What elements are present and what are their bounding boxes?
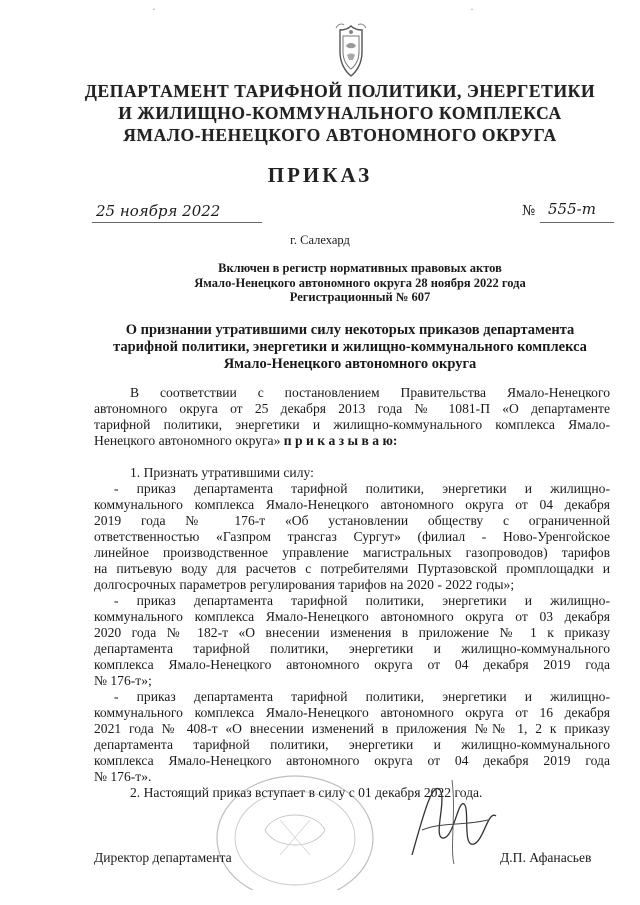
body-line: линейное производственное управление магистральных газопроводов) тарифов [94,545,610,560]
body-line: автономного округа от 25 декабря 2013 года № 1081-П «О департаменте [94,401,610,416]
body-line: департамента тарифной политики, энергетики и жилищно-коммунального [94,737,610,752]
body-line: долгосрочных параметров регулирования тарифов на 2020 - 2022 годы»; [94,577,515,592]
coat-of-arms-emblem [328,22,374,80]
order-subject [80,322,620,373]
department-name-line-1: ДЕПАРТАМЕНТ ТАРИФНОЙ ПОЛИТИКИ, ЭНЕРГЕТИКИ [84,81,596,101]
subject-line: тарифной политики, энергетики и жилищно-коммунального комплекса [113,339,587,355]
body-line-with-prikazyvayu [94,433,610,449]
date-underline [92,222,262,223]
scan-artifact-dot: · [470,2,474,16]
body-line: 2020 года № 182-т «О внесении изменения в приложение № 1 к приказу [94,625,610,640]
body-line: ответственностью «Газпром трансгаз Сургут» (филиал - Ново-Уренгойское [94,529,610,544]
prikazyvayu-word: п р и к а з ы в а ю: [283,433,398,448]
body-line: - приказ департамента тарифной политики, энергетики и жилищно- [114,481,610,496]
body-line: - приказ департамента тарифной политики, энергетики и жилищно- [114,593,610,608]
signature-position: Директор департамента [94,850,232,865]
official-seal-stamp [180,760,410,890]
handwritten-number: 555-т [548,200,596,218]
subject-line: Ямало-Ненецкого автономного округа [223,356,477,372]
body-line: на питьевую воду для расчетов с потребителями Пуртазовской промплощадки и [94,561,610,576]
clause-2: 2. Настоящий приказ вступает в силу с 01 декабря 2022 года. [130,785,483,800]
body-line: департамента тарифной политики, энергетики и жилищно-коммунального [94,641,610,656]
number-prefix: № [522,203,536,219]
body-line: № 176-т». [94,769,152,784]
body-line: комплекса Ямало-Ненецкого автономного округа от 04 декабря 2019 года [94,753,610,768]
handwritten-signature [392,760,512,870]
body-line-text: Ненецкого автономного округа» [94,433,284,448]
document-type-title: ПРИКАЗ [267,163,373,187]
department-name-line-2: И ЖИЛИЩНО-КОММУНАЛЬНОГО КОМПЛЕКСА [118,103,562,123]
department-name-line-3: ЯМАЛО-НЕНЕЦКОГО АВТОНОМНОГО ОКРУГА [123,125,557,145]
subject-line: О признании утратившими силу некоторых приказов департамента [125,322,575,338]
body-line: 2021 года № 408-т «О внесении изменений в приложения №№ 1, 2 к приказу [94,721,610,736]
city-name: г. Салехард [290,233,350,247]
body-line: коммунального комплекса Ямало-Ненецкого автономного округа от 04 декабря [94,497,610,512]
registration-line: Ямало-Ненецкого автономного округа 28 ноября 2022 года [194,275,526,290]
signature-name: Д.П. Афанасьев [500,850,592,865]
body-line: № 176-т»; [94,673,152,688]
registration-block [100,261,620,305]
body-line: - приказ департамента тарифной политики, энергетики и жилищно- [114,689,610,704]
scan-artifact-dot: · [152,2,156,16]
body-line: 2019 года № 176-т «Об установлении обществу с ограниченной [94,513,610,528]
body-line: коммунального комплекса Ямало-Ненецкого автономного округа от 16 декабря [94,705,610,720]
handwritten-date: 25 ноября 2022 [96,202,221,220]
registration-line: Включен в регистр нормативных правовых актов [218,261,502,275]
number-underline [540,222,614,223]
body-line: тарифной политики, энергетики и жилищно-коммунального комплекса Ямало- [94,417,610,432]
clause-1-heading: 1. Признать утратившими силу: [130,465,314,480]
body-line: В соответствии с постановлением Правительства Ямало-Ненецкого [130,385,610,400]
body-line: комплекса Ямало-Ненецкого автономного округа от 04 декабря 2019 года [94,657,610,672]
registration-line: Регистрационный № 607 [289,290,431,304]
body-line: коммунального комплекса Ямало-Ненецкого автономного округа от 03 декабря [94,609,610,624]
